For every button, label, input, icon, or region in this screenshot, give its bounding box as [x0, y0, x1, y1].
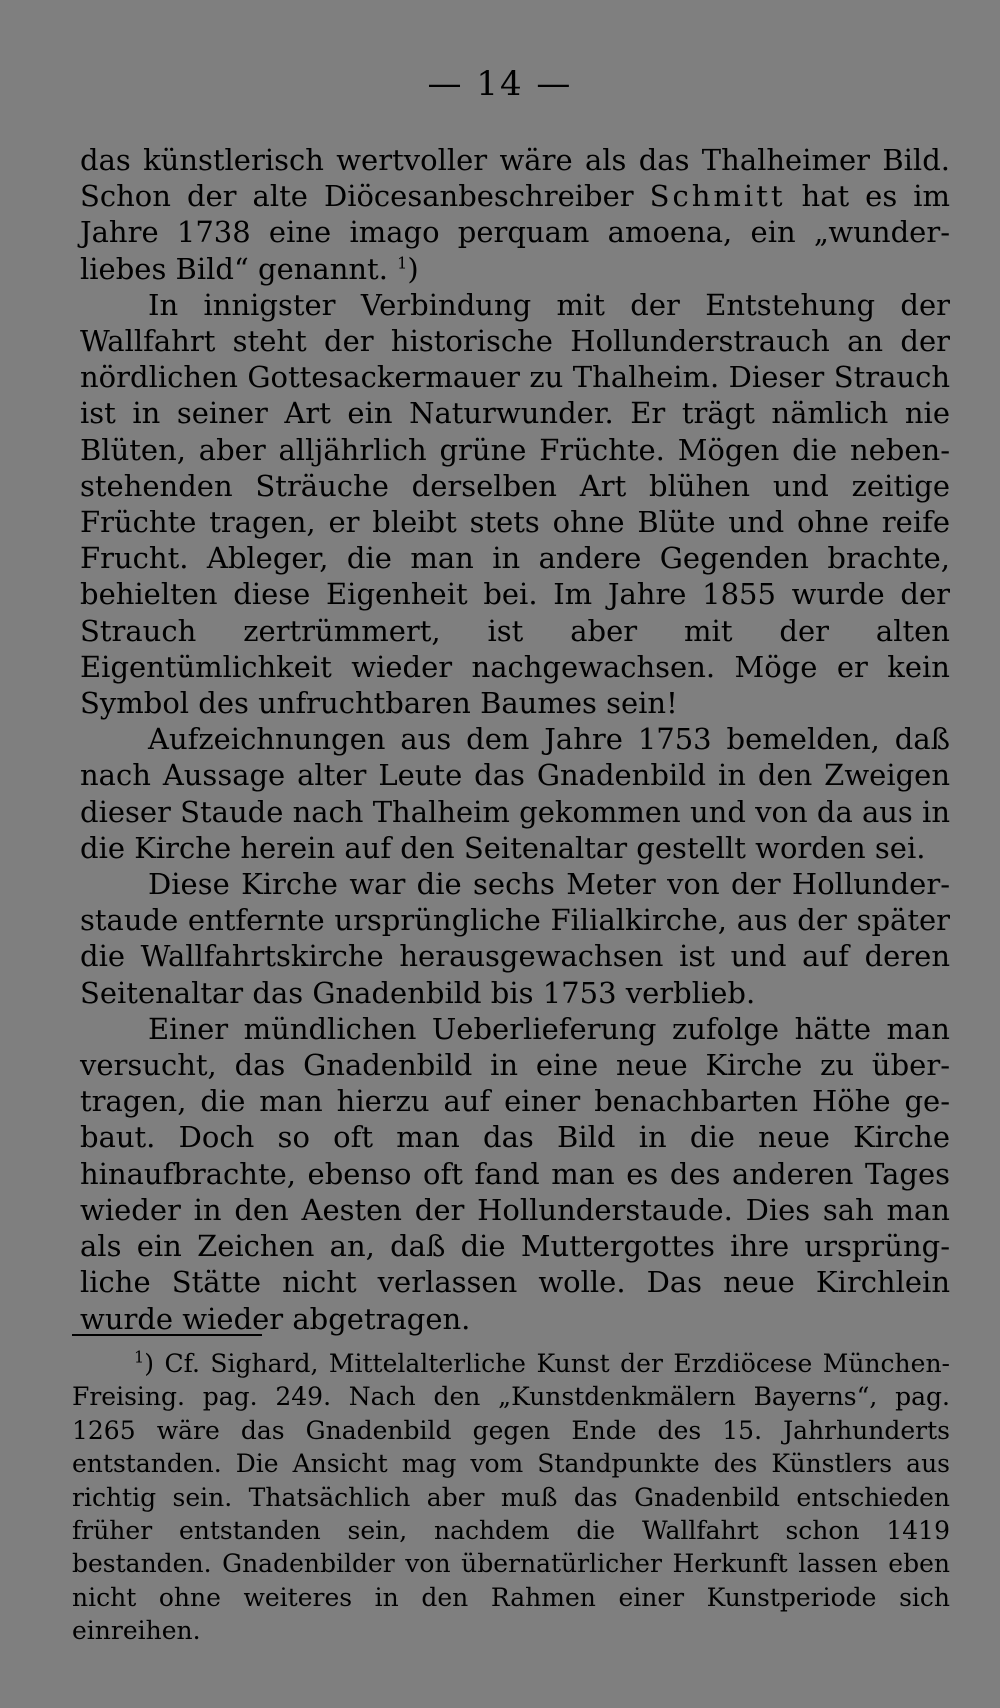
paragraph-5: Einer mündlichen Ueberlieferung zufolge hätte man versucht, das Gnadenbild in eine neue Kirche zu übertragen, die man hierzu auf einer benachbarten Höhe gebaut. Doch so oft man das Bild in die neue Kirche hinaufbrachte, ebenso oft fand man es des anderen Tages wieder in den Aesten der Hollunderstaude. Dies sah man als ein Zeichen an, daß die Muttergottes ihre ursprüngliche Stätte nicht verlassen wolle. Das neue Kirchlein wurde wieder abgetragen.	[80, 1011, 950, 1336]
paragraph-3: Aufzeichnungen aus dem Jahre 1753 bemelden, daß nach Aussage alter Leute das Gnadenbild in den Zweigen dieser Staude nach Thalheim gekommen und von da aus in die Kirche herein auf den Seitenaltar gestellt worden sei.	[80, 722, 950, 865]
paragraph-2: In innigster Verbindung mit der Entstehung der Wallfahrt steht der historische Hollunderstrauch an der nördlichen Gottesackermauer zu Thalheim. Dieser Strauch ist in seiner Art ein Naturwunder. Er trägt nämlich nie Blüten, aber alljährlich grüne Früchte. Mögen die nebenstehenden Sträuche derselben Art blühen und zeitige Früchte tragen, er bleibt stets ohne Blüte und ohne reife Frucht. Ableger, die man in andere Gegenden brachte, behielten diese Eigenheit bei. Im Jahre 1855 wurde der Strauch zertrümmert, ist aber mit der alten Eigentümlichkeit wieder nachgewachsen. Möge er kein Symbol des unfruchtbaren Baumes sein!	[80, 287, 950, 721]
author-name: Schmitt	[649, 179, 786, 214]
main-text	[80, 142, 950, 1337]
footnote-1	[72, 1347, 950, 1648]
paragraph-4: Diese Kirche war die sechs Meter von der Hollunderstaude entfernte ursprüngliche Filialkirche, aus der später die Wallfahrtskirche herausgewachsen ist und auf deren Seitenaltar das Gnadenbild bis 1753 verblieb.	[80, 867, 950, 1010]
paragraph-1	[80, 142, 950, 287]
paragraph-1-text-a: das künstlerisch wertvoller wäre als das Thalheimer Bild. Schon der alte Diöcesanbeschreiber	[80, 143, 950, 214]
paragraph-1-text-b: hat es im Jahre 1738 eine imago perquam amoena, ein „wunderliebes Bild“ genannt.	[80, 179, 950, 286]
footnote-divider	[72, 1334, 262, 1336]
footnote-reference: 1	[397, 252, 408, 272]
page-number: — 14 —	[427, 64, 573, 104]
footnotes	[72, 1347, 950, 1648]
footnote-marker: 1	[134, 1347, 145, 1367]
footnote-reference-paren: )	[407, 251, 419, 286]
footnote-marker-paren: )	[144, 1349, 154, 1378]
footnote-text: Cf. Sighard, Mittelalterliche Kunst der Erzdiöcese München-Freising. pag. 249. Nach den „Kunstdenkmälern Bayerns“, pag. 1265 wäre das Gnadenbild gegen Ende des 15. Jahrhunderts entstanden. Die Ansicht mag vom Standpunkte des Künstlers aus richtig sein. Thatsächlich aber muß das Gnadenbild entschieden früher entstanden sein, nachdem die Wallfahrt schon 1419 bestanden. Gnadenbilder von übernatürlicher Herkunft lassen eben nicht ohne weiteres in den Rahmen einer Kunstperiode sich einreihen.	[72, 1349, 950, 1646]
